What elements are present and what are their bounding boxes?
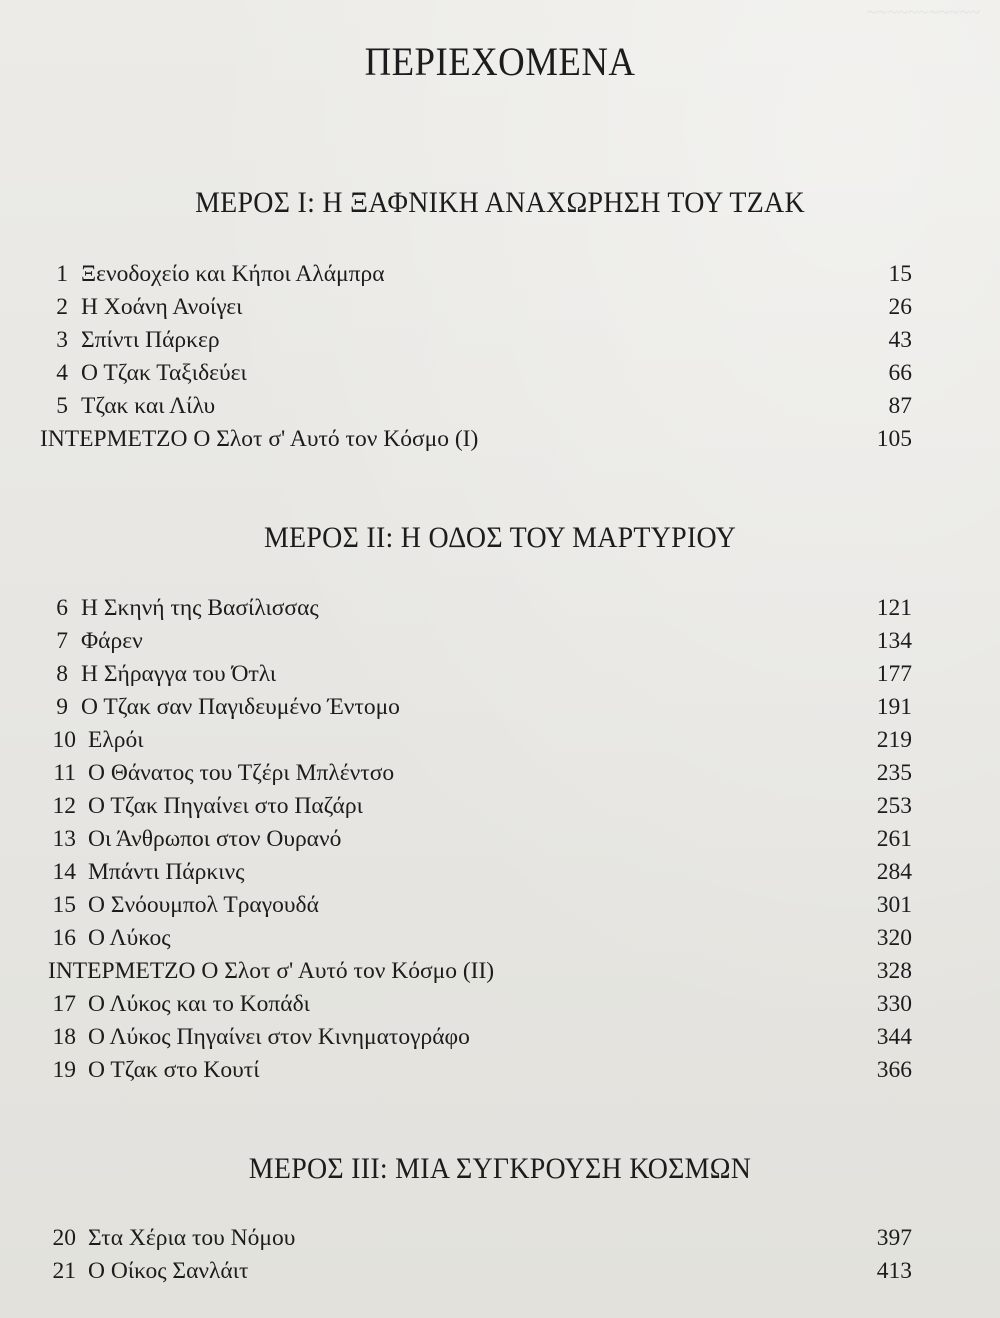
chapter-number: 5	[56, 393, 68, 419]
chapter-title: Φάρεν	[81, 628, 143, 654]
chapter-number: 13	[52, 826, 76, 852]
chapter-title: Στα Χέρια του Νόμου	[88, 1225, 296, 1251]
page-title: ΠΕΡΙΕΧΟΜΕΝΑ	[364, 39, 636, 84]
chapter-title: Ο Τζακ σαν Παγιδευμένο Έντομο	[81, 694, 400, 720]
chapter-number: 19	[52, 1057, 76, 1083]
chapter-title: Ο Οίκος Σανλάιτ	[88, 1258, 249, 1284]
toc-entry	[40, 691, 912, 724]
toc-entry	[40, 357, 912, 390]
page-number: 328	[876, 958, 912, 984]
chapter-number: 3	[56, 327, 68, 353]
page-number: 134	[876, 628, 912, 654]
page-number: 413	[876, 1258, 912, 1284]
toc-entry	[40, 757, 912, 790]
page-number: 344	[876, 1024, 912, 1050]
page-number: 261	[876, 826, 912, 852]
toc-entry-intermezzo	[40, 423, 912, 456]
part-1-heading: ΜΕΡΟΣ Ι: Η ΞΑΦΝΙΚΗ ΑΝΑΧΩΡΗΣΗ ΤΟΥ ΤΖΑΚ	[195, 186, 805, 219]
chapter-number: 1	[56, 261, 68, 287]
chapter-title: Οι Άνθρωποι στον Ουρανό	[88, 826, 342, 852]
part-3-heading: ΜΕΡΟΣ ΙΙΙ: ΜΙΑ ΣΥΓΚΡΟΥΣΗ ΚΟΣΜΩΝ	[248, 1152, 752, 1185]
chapter-title: Η Χοάνη Ανοίγει	[81, 294, 243, 320]
chapter-title: Τζακ και Λίλυ	[81, 393, 216, 419]
page-number: 235	[876, 760, 912, 786]
toc-entry	[40, 1054, 912, 1087]
chapter-title: Ο Λύκος Πηγαίνει στον Κινηματογράφο	[88, 1024, 470, 1050]
page-number: 219	[876, 727, 912, 753]
chapter-title: Ο Τζακ στο Κουτί	[88, 1057, 260, 1083]
chapter-number: 18	[52, 1024, 76, 1050]
chapter-number: 4	[56, 360, 68, 386]
toc-entry	[40, 390, 912, 423]
toc-entry	[40, 823, 912, 856]
page-number: 284	[876, 859, 912, 885]
chapter-number: 10	[52, 727, 76, 753]
page-number: 15	[888, 261, 912, 287]
page-number: 301	[876, 892, 912, 918]
chapter-number: 8	[56, 661, 68, 687]
chapter-number: 20	[52, 1225, 76, 1251]
toc-entry	[40, 922, 912, 955]
toc-entry	[40, 324, 912, 357]
chapter-number: 17	[52, 991, 76, 1017]
part-2-heading: ΜΕΡΟΣ ΙΙ: Η ΟΔΟΣ ΤΟΥ ΜΑΡΤΥΡΙΟΥ	[263, 521, 737, 554]
chapter-title: Η Σκηνή της Βασίλισσας	[81, 595, 319, 621]
bleed-through-text: ~~~~~~~~~~~	[866, 2, 980, 23]
page-number: 320	[876, 925, 912, 951]
page-number: 43	[888, 327, 912, 353]
chapter-title: Η Σήραγγα του Όтλι	[81, 661, 277, 687]
toc-entry	[40, 291, 912, 324]
chapter-number: 12	[52, 793, 76, 819]
chapter-number: 9	[56, 694, 68, 720]
chapter-title: Ο Θάνατος του Τζέρι Μπλέντσο	[88, 760, 395, 786]
toc-entry	[40, 988, 912, 1021]
chapter-title: Ο Τζακ Πηγαίνει στο Παζάρι	[88, 793, 363, 819]
chapter-number: 15	[52, 892, 76, 918]
chapter-title: Ο Τζακ Ταξιδεύει	[81, 360, 247, 386]
page-number: 87	[888, 393, 912, 419]
page-number: 397	[876, 1225, 912, 1251]
chapter-number: 16	[52, 925, 76, 951]
chapter-title: Σπίντι Πάρκερ	[81, 327, 220, 353]
page-number: 26	[888, 294, 912, 320]
page-number: 66	[888, 360, 912, 386]
chapter-title: Μπάντι Πάρκινς	[88, 859, 245, 885]
chapter-title: Ο Σνόουμπολ Τραγουδά	[88, 892, 319, 918]
toc-entry	[40, 889, 912, 922]
part-1-entries	[40, 258, 912, 456]
toc-entry	[40, 658, 912, 691]
toc-entry-intermezzo	[40, 955, 912, 988]
page-number: 366	[876, 1057, 912, 1083]
chapter-title: Ο Λύκος	[88, 925, 171, 951]
toc-entry	[40, 1222, 912, 1255]
chapter-number: 6	[56, 595, 68, 621]
chapter-title: Ο Λύκος και το Κοπάδι	[88, 991, 310, 1017]
intermezzo-title: ΙΝΤΕΡΜΕΤΖΟ Ο Σλοτ σ' Αυτό τον Κόσμο (Ι)	[40, 426, 479, 452]
toc-entry	[40, 856, 912, 889]
toc-entry	[40, 1021, 912, 1054]
page-number: 177	[876, 661, 912, 687]
part-2-entries	[40, 592, 912, 1087]
page-number: 191	[876, 694, 912, 720]
page-number: 253	[876, 793, 912, 819]
toc-entry	[40, 1255, 912, 1288]
chapter-number: 11	[53, 760, 76, 786]
chapter-number: 21	[52, 1258, 76, 1284]
part-3-entries	[40, 1222, 912, 1288]
chapter-title: Ελρόι	[88, 727, 144, 753]
toc-entry	[40, 724, 912, 757]
chapter-title: Ξενοδοχείο και Κήποι Αλάμπρα	[81, 261, 385, 287]
chapter-number: 7	[56, 628, 68, 654]
intermezzo-title: ΙΝΤΕΡΜΕΤΖΟ Ο Σλοτ σ' Αυτό τον Κόσμο (ΙΙ)	[48, 958, 495, 984]
page-number: 105	[876, 426, 912, 452]
toc-entry	[40, 790, 912, 823]
toc-entry	[40, 258, 912, 291]
toc-entry	[40, 592, 912, 625]
toc-entry	[40, 625, 912, 658]
chapter-number: 14	[52, 859, 76, 885]
chapter-number: 2	[56, 294, 68, 320]
page-number: 330	[876, 991, 912, 1017]
page-number: 121	[876, 595, 912, 621]
